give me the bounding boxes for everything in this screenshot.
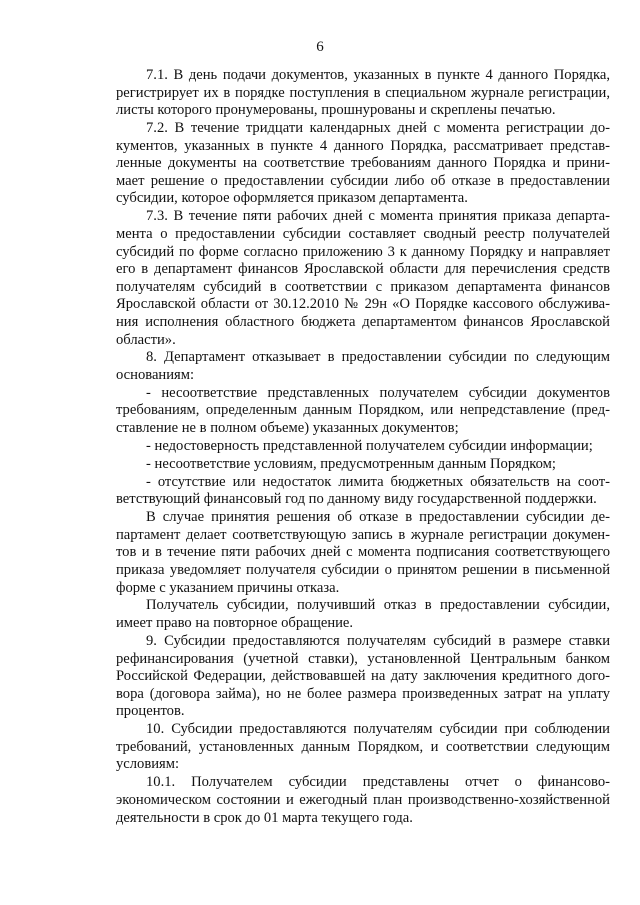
refusal-procedure-paragraph: В случае принятия решения об отказе в предоставлении субсидии департамент делает соответствующую запись в журнале регистрации документов и в течение пяти рабочих дней с момента подписания соответствующего приказа уведомляет получателя субсидии о принятом решении в письменной форме с указанием причины отказа. [116,509,610,596]
paragraph-10-1: 10.1. Получателем субсидии представлены отчет о финансово-экономическом состоянии и ежегодный план производственно-хозяйственной деятельности в срок до 01 марта текущего года. [116,774,610,826]
paragraph-7-3: 7.3. В течение пяти рабочих дней с момента принятия приказа департамента о предоставлении субсидии составляет сводный реестр получателей субсидий по форме согласно приложению 3 к данному Порядку и направляет его в департамент финансов Ярославской области для перечисления средств получателям субсидий в соответствии с приказом департамента финансов Ярославской области от 30.12.2010 № 29н «О Порядке кассового обслуживания исполнения областного бюджета департаментом финансов Ярославской области». [116,208,610,348]
page-number: 6 [316,39,324,55]
refusal-reason-2: - недостоверность представленной получателем субсидии информации; [146,437,593,454]
document-body [116,67,610,827]
refusal-reason-4: - отсутствие или недостаток лимита бюджетных обязательств на соответствующий финансовый год по данному виду государственной поддержки. [116,473,610,508]
paragraph-8: 8. Департамент отказывает в предоставлении субсидии по следующим основаниям: [116,349,610,383]
refusal-reason-1: - несоответствие представленных получателем субсидии документов требованиям, определенным данным Порядком, или непредставление (представление не в полном объеме) указанных документов; [116,384,610,437]
refusal-reason-3: - несоответствие условиям, предусмотренным данным Порядком; [146,455,556,472]
paragraph-7-2: 7.2. В течение тридцати календарных дней с момента регистрации документов, указанных в пункте 4 данного Порядка, рассматривает представленные документы на соответствие требованиям данного Порядка и принимает решение о предоставлении субсидии либо об отказе в предоставлении субсидии, которое оформляется приказом департамента. [116,120,610,207]
repeat-application-paragraph: Получатель субсидии, получивший отказ в предоставлении субсидии, имеет право на повторное обращение. [116,597,610,632]
paragraph-10: 10. Субсидии предоставляются получателям субсидии при соблюдении требований, установленных данным Порядком, и соответствии следующим условиям: [116,721,610,773]
paragraph-9: 9. Субсидии предоставляются получателям субсидий в размере ставки рефинансирования (учетной ставки), установленной Центральным банком Российской Федерации, действовавшей на дату заключения кредитного договора (договора займа), но не более размера произведенных затрат на уплату процентов. [116,632,610,720]
paragraph-7-1: 7.1. В день подачи документов, указанных в пункте 4 данного Порядка, регистрирует их в порядке поступления в специальном журнале регистрации, листы которого пронумерованы, прошнурованы и скреплены печатью. [116,67,610,119]
